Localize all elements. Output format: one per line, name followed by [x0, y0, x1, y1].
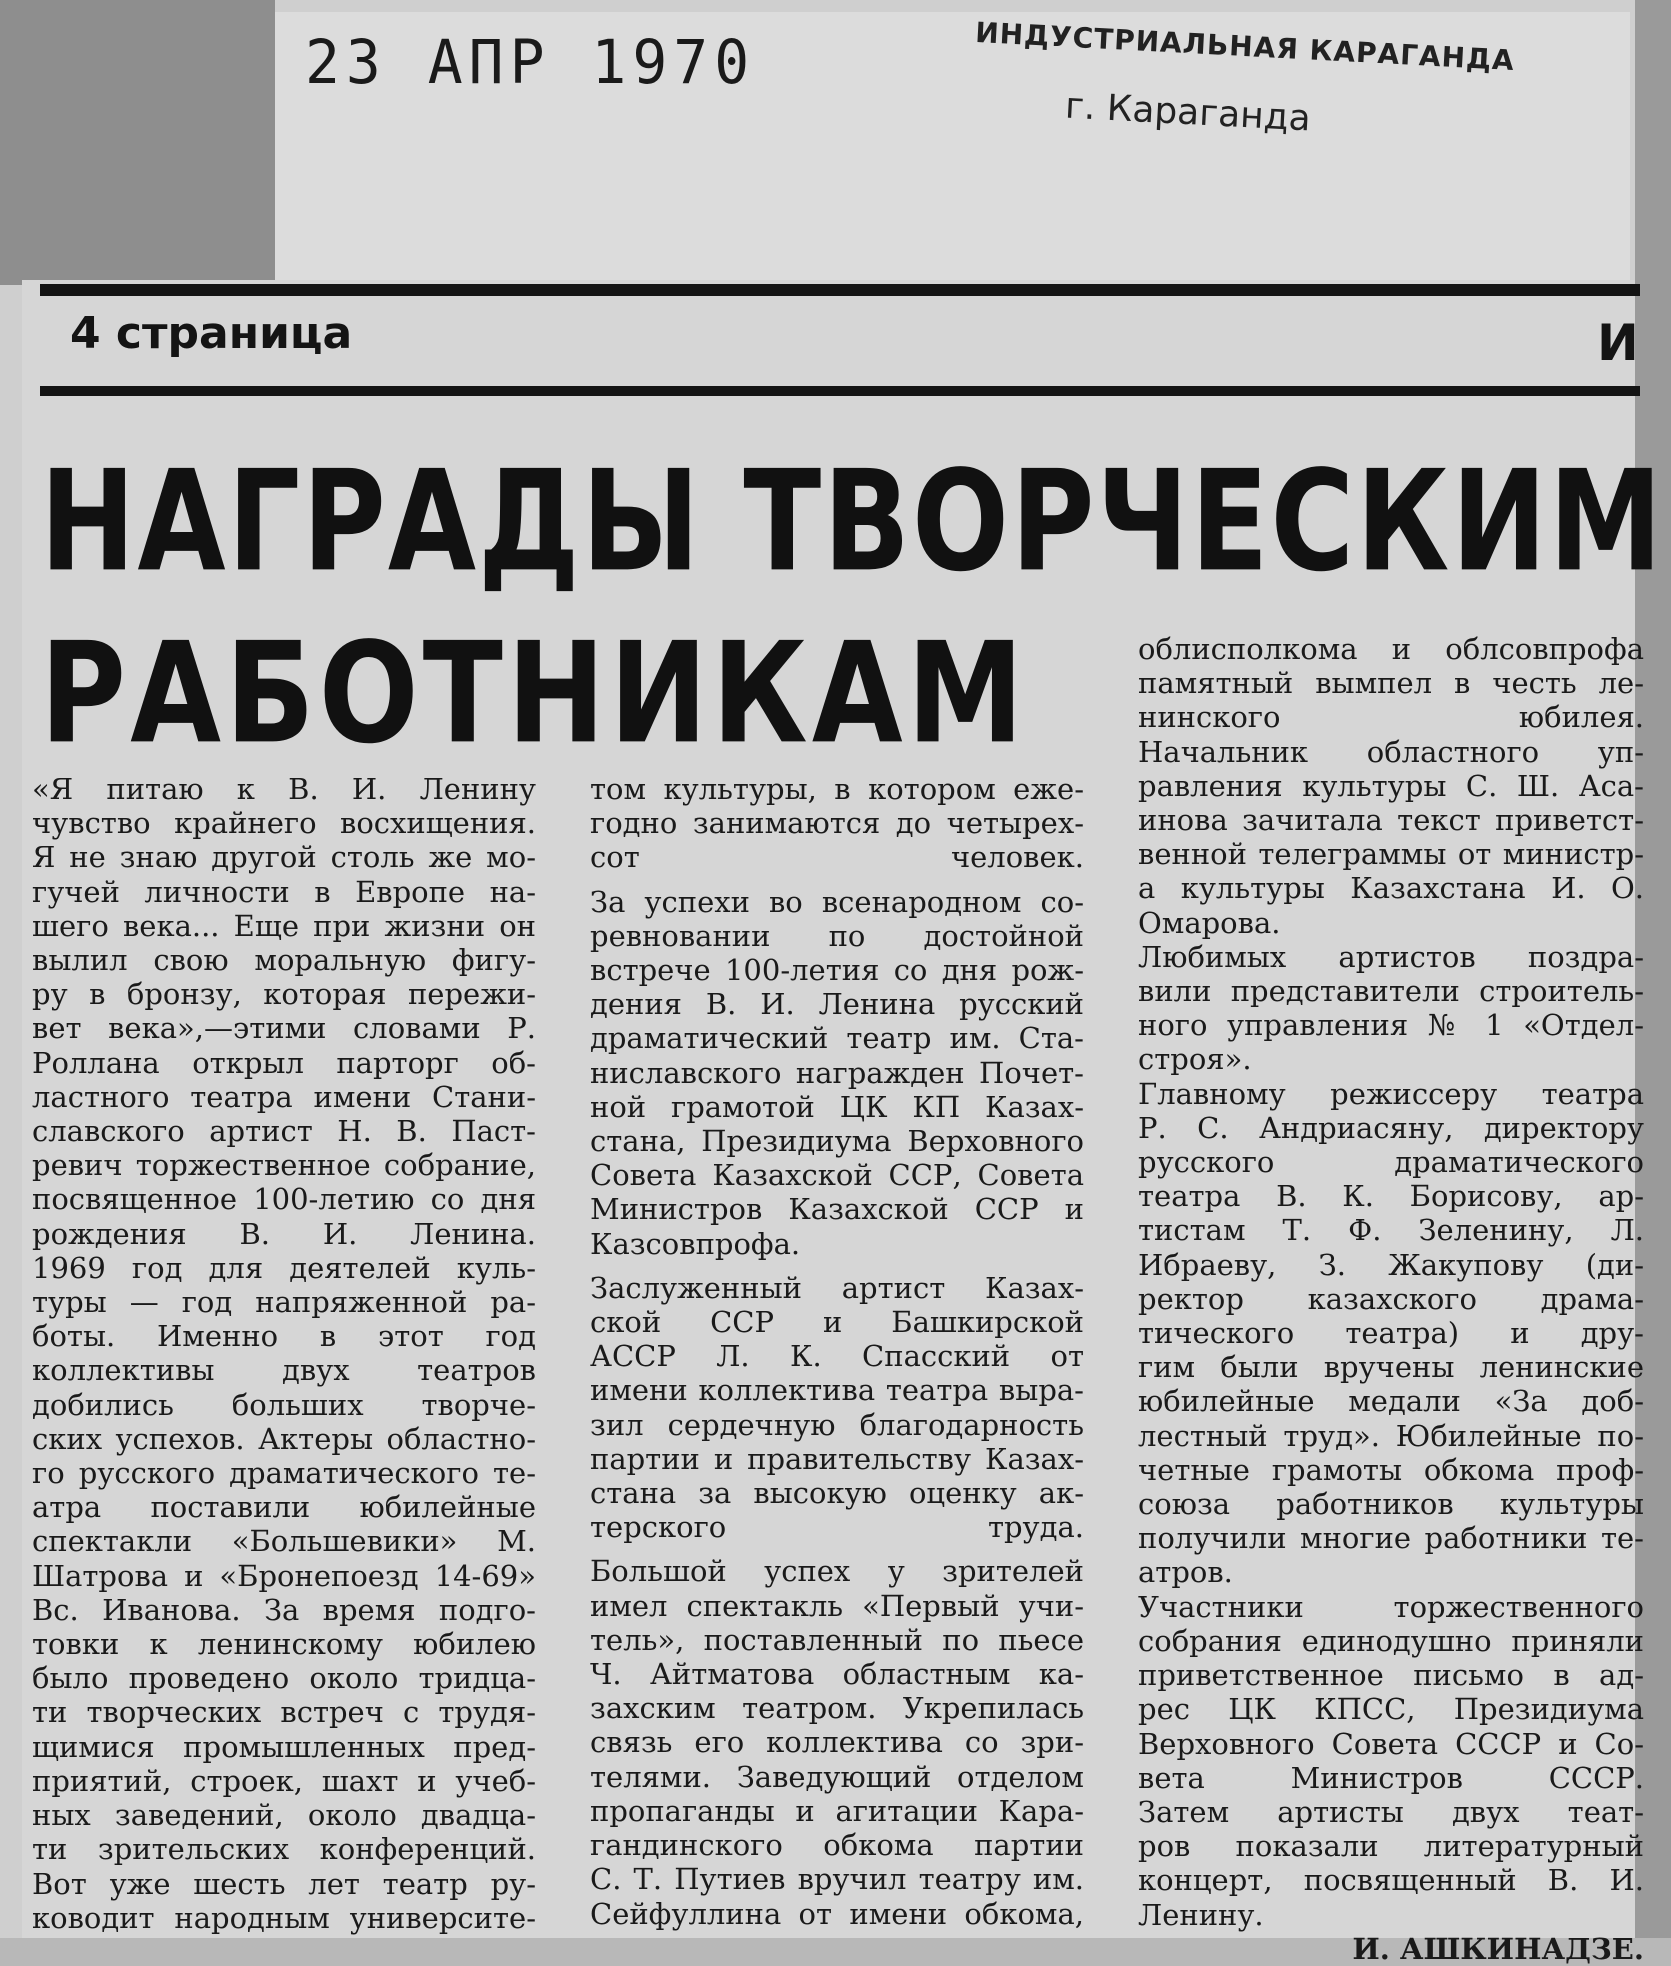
masthead-edge-letter: И [1597, 314, 1639, 372]
article-column-2 [590, 772, 1084, 1931]
paragraph: Любимых артистов поздра- вили представители строитель- ного управления № 1 «Отдел- строя». [1138, 939, 1644, 1077]
header-rule [40, 386, 1640, 396]
paragraph: том культуры, в котором еже- годно занимаются до четырех- сот человек. [590, 772, 1084, 875]
paragraph: Большой успех у зрителей имел спектакль «Первый учи- тель», поставленный по пьесе Ч. Айтматова областным ка- захским театром. Укрепилась связь его коллектива со зри- телями. Заведующий отделом пропаганды и агитации Кара- гандинского обкома партии С. Т. Путиев вручил театру им. Сейфуллина от имени обкома, [590, 1554, 1084, 1931]
paragraph: «Я питаю к В. И. Ленину чувство крайнего восхищения. Я не знаю другой столь же мо- гучей личности в Европе на- шего века... Еще при жизни он вылил свою моральную фигу- ру в бронзу, которая пережи- вет века»,—этими словами Р. Роллана открыл парторг об- ластного театра имени Стани- славского артист Н. В. Паст- ревич торжественное собрание, посвященное 100-летию со дня рождения В. И. Ленина. [32, 772, 536, 1251]
page-number: 4 страница [70, 308, 353, 359]
headline-line-2: РАБОТНИКАМ [40, 612, 1028, 775]
city-stamp: г. Караганда [1064, 85, 1312, 140]
paragraph: Начальник областного уп- равления культуры С. Ш. Аса- инова зачитала текст приветст- венной телеграммы от министр- а культуры Казахстана И. О. Омарова. [1138, 734, 1644, 940]
background-left-strip [0, 0, 275, 285]
author-signature: И. АШКИНАДЗЕ. [1352, 1931, 1644, 1966]
article-column-3 [1138, 632, 1644, 1966]
paragraph: За успехи во всенародном со- ревновании по достойной встрече 100-летия со дня рож- дения В. И. Ленина русский драматический театр им. Ста- ниславского награжден Почет- ной грамотой ЦК КП Казах- стана, Президиума Верховного Совета Казахской ССР, Совета Министров Казахской ССР и Казсовпрофа. [590, 884, 1084, 1261]
newspaper-name-stamp: ИНДУСТРИАЛЬНАЯ КАРАГАНДА [974, 15, 1516, 78]
paragraph: Затем артисты двух теат- ров показали литературный концерт, посвященный В. И. Ленину. [1138, 1794, 1644, 1932]
top-rule [40, 284, 1640, 296]
paragraph: Заслуженный артист Казах- ской ССР и Башкирской АССР Л. К. Спасский от имени коллектива театра выра- зил сердечную благодарность партии и правительству Казах- стана за высокую оценку ак- терского труда. [590, 1270, 1084, 1545]
headline-line-1: НАГРАДЫ ТВОРЧЕСКИМ [40, 440, 1665, 603]
paragraph: 1969 год для деятелей куль- туры — год напряженной ра- боты. Именно в этот год коллективы двух театров добились больших творче- ских успехов. Актеры областно- го русского драматического те- атра поставили юбилейные спектакли «Большевики» М. Шатрова и «Бронепоезд 14-69» Вс. Иванова. За время подго- товки к ленинскому юбилею было проведено около тридца- ти творческих встреч с трудя- щимися промышленных пред- приятий, строек, шахт и учеб- ных заведений, около двадца- ти зрительских конференций. Вот уже шесть лет театр ру- ководит народным университе- [32, 1250, 536, 1935]
paragraph: Участники торжественного собрания единодушно приняли приветственное письмо в ад- рес ЦК КПСС, Президиума Верховного Совета СССР и Со- вета Министров СССР. [1138, 1589, 1644, 1795]
paragraph: Главному режиссеру театра Р. С. Андриасяну, директору русского драматического театра В. К. Борисову, ар- тистам Т. Ф. Зеленину, Л. Ибраеву, З. Жакупову (ди- ректор казахского драма- тического театра) и дру- гим были вручены ленинские юбилейные медали «За доб- лестный труд». Юбилейные по- четные грамоты обкома проф- союза работников культуры получили многие работники те- атров. [1138, 1076, 1644, 1590]
article-column-1 [32, 772, 536, 1935]
paragraph: облисполкома и облсовпрофа памятный вымпел в честь ле- нинского юбилея. [1138, 632, 1644, 735]
date-stamp: 23 АПР 1970 [305, 26, 756, 98]
